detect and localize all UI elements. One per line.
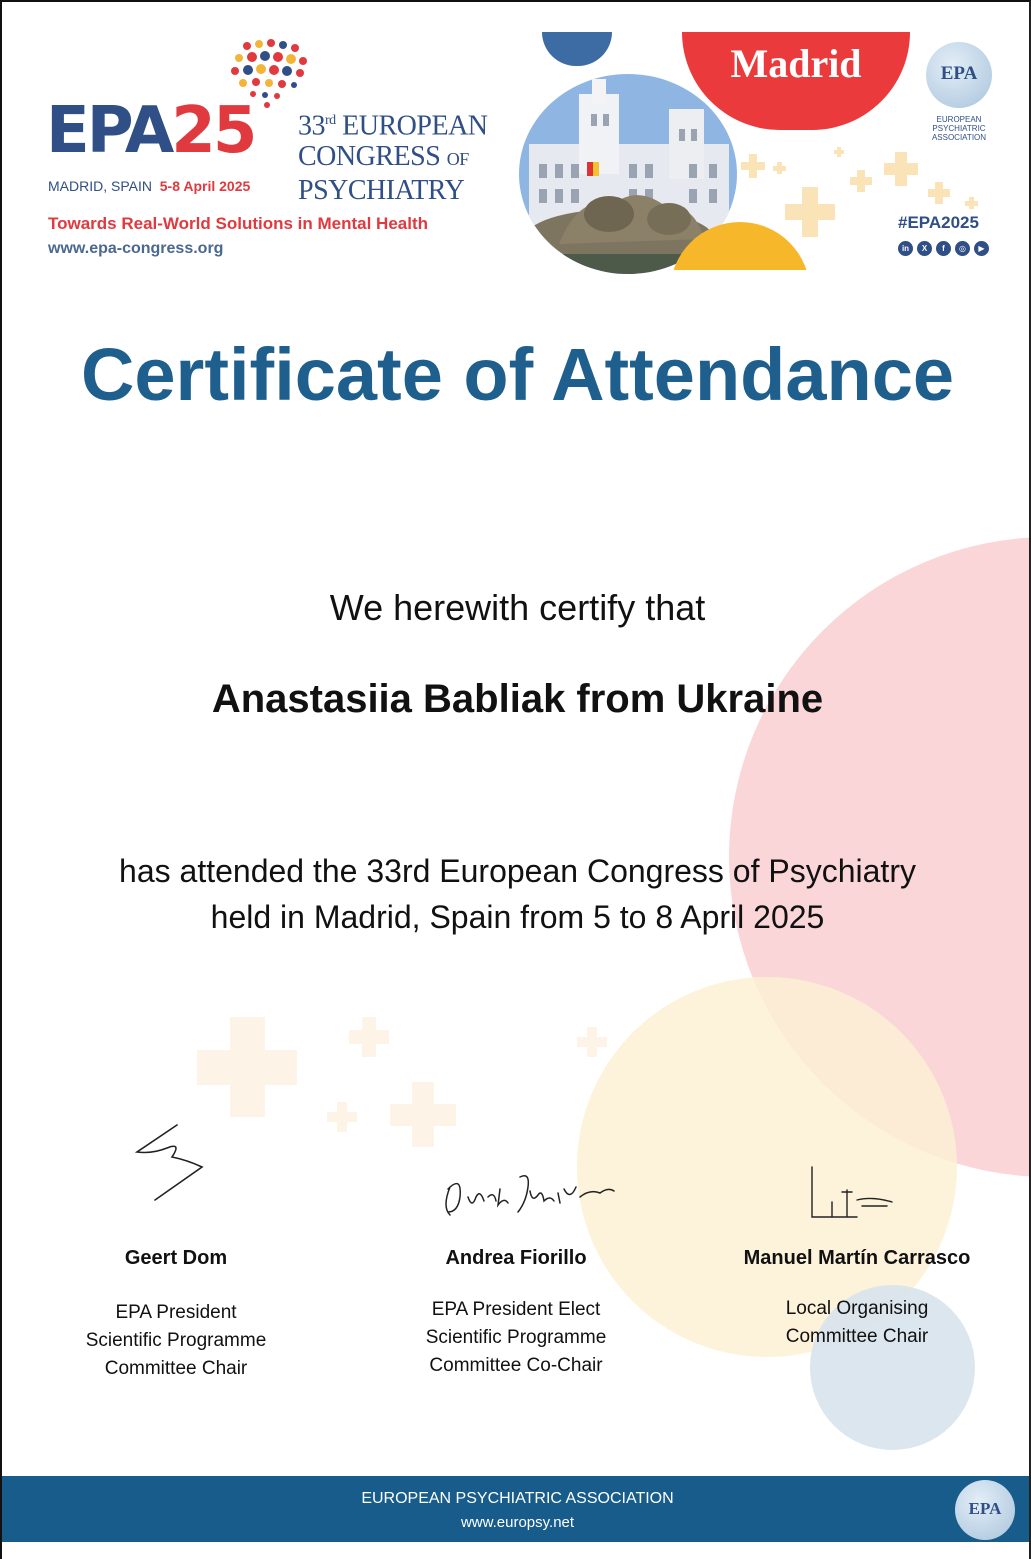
epa25-logo — [46, 94, 255, 168]
social-links — [898, 241, 989, 256]
decorative-blue-arc — [542, 32, 612, 66]
facebook-icon[interactable]: f — [936, 241, 951, 256]
signatory-role-3-line-2: Committee Chair — [785, 1326, 929, 1347]
youtube-icon[interactable]: ▶ — [974, 241, 989, 256]
certify-statement: We herewith certify that — [329, 587, 706, 628]
signatory-role-2 — [356, 1296, 676, 1380]
congress-ordinal-suffix: rd — [325, 113, 336, 128]
signatory-role-1 — [16, 1299, 336, 1383]
association-line-2: PSYCHIATRIC — [932, 124, 986, 133]
x-icon[interactable]: X — [917, 241, 932, 256]
signatory-role-2-line-2: Scientific Programme — [425, 1327, 607, 1348]
signatory-name-1: Geert Dom — [124, 1247, 228, 1269]
linkedin-icon[interactable]: in — [898, 241, 913, 256]
signatory-name-2: Andrea Fiorillo — [445, 1247, 587, 1269]
congress-line2: CONGRESS — [298, 141, 441, 173]
event-hashtag: #EPA2025 — [898, 213, 979, 232]
signatory-role-2-line-1: EPA President Elect — [431, 1299, 601, 1320]
signatory-role-1-line-3: Committee Chair — [104, 1358, 248, 1379]
congress-location — [48, 178, 250, 194]
logo-epa-text: EPA — [46, 94, 172, 168]
association-line-1: EUROPEAN — [936, 115, 982, 124]
signatory-role-1-line-1: EPA President — [115, 1302, 237, 1323]
footer-epa-logo-text: EPA — [968, 1499, 1002, 1518]
congress-tagline: Towards Real-World Solutions in Mental Health — [48, 214, 429, 233]
madrid-city-label: Madrid — [730, 41, 862, 86]
certificate-title: Certificate of Attendance — [80, 333, 955, 416]
signature-manuel-martin-carrasco — [802, 1162, 902, 1227]
instagram-icon[interactable]: ◎ — [955, 241, 970, 256]
attendee-name: Anastasiia Babliak from Ukraine — [211, 677, 824, 721]
association-name — [918, 115, 1000, 142]
congress-line3: PSYCHIATRY — [298, 175, 465, 207]
congress-of: OF — [446, 149, 469, 170]
signatory-role-2-line-3: Committee Co-Chair — [429, 1355, 603, 1376]
footer-website-link[interactable]: www.europsy.net — [460, 1514, 575, 1531]
signature-geert-dom — [127, 1122, 217, 1207]
signature-andrea-fiorillo — [440, 1167, 620, 1222]
decorative-plus-signs — [192, 1007, 632, 1157]
epa-badge-text: EPA — [940, 63, 978, 84]
signatory-role-1-line-2: Scientific Programme — [85, 1330, 267, 1351]
footer-association-name: EUROPEAN PSYCHIATRIC ASSOCIATION — [361, 1490, 674, 1507]
congress-dates: 5-8 April 2025 — [159, 178, 251, 194]
signatory-name-3: Manuel Martín Carrasco — [743, 1247, 971, 1269]
attendance-line-2: held in Madrid, Spain from 5 to 8 April 2025 — [210, 899, 825, 935]
congress-ordinal: 33 — [298, 110, 325, 142]
footer-bar — [2, 1476, 1031, 1542]
congress-line1: EUROPEAN — [342, 110, 488, 142]
signatory-role-3-line-1: Local Organising — [785, 1298, 929, 1319]
association-line-3: ASSOCIATION — [931, 133, 987, 142]
congress-title — [298, 105, 488, 206]
congress-website-link[interactable]: www.epa-congress.org — [48, 240, 224, 257]
location-text: MADRID, SPAIN — [48, 178, 152, 194]
attendance-line-1: has attended the 33rd European Congress of Psychiatry — [119, 853, 916, 889]
logo-year-text: 25 — [171, 94, 255, 168]
signatory-role-3 — [697, 1295, 1017, 1351]
